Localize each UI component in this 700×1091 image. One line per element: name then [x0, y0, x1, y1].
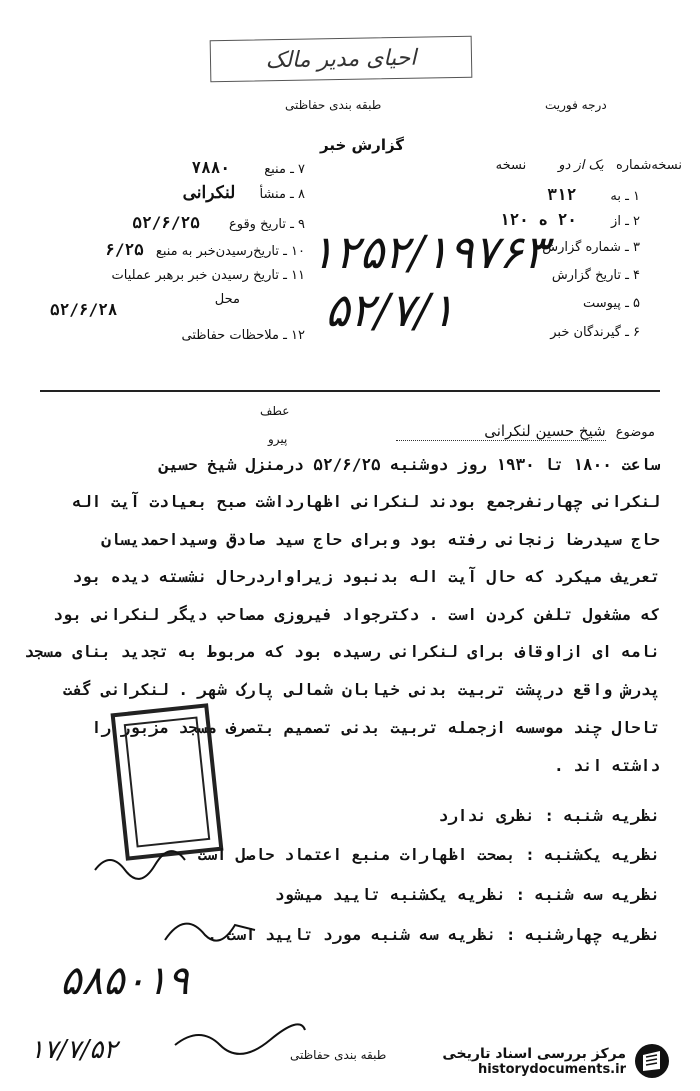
handwritten-reference-number: ۱۲۵۲/۱۹۷۶۳	[310, 225, 548, 279]
field-origin-label: ۸ ـ منشأ	[259, 187, 305, 202]
opinion-saturday: نظریه شنبه : نظری ندارد	[438, 806, 660, 825]
watermark-url: historydocuments.ir	[477, 1061, 626, 1077]
opinion-wednesday: نظریه چهارشنبه : نظریه سه شنبه مورد تایید است .	[207, 925, 660, 944]
header-classification: طبقه بندی حفاظتی	[285, 98, 382, 112]
field-source-received	[105, 240, 305, 259]
opinion-tuesday: نظریه سه شنبه : نظریه یکشنبه تایید میشود	[274, 885, 660, 904]
copy-label: نسخه	[495, 158, 527, 173]
field-occurrence-date-label: ۹ ـ تاریخ وقوع	[228, 217, 305, 232]
body-line-4: تعریف میکرد که حال آیت اله بدنبود زیراواردرحال نشسته دیده بود	[72, 567, 660, 586]
handwritten-reference-date: ۵۲/۷/۱	[325, 283, 455, 337]
field-origin	[183, 183, 305, 203]
copy-number-value: یک از دو	[558, 158, 604, 173]
archive-stamp: احیای مدیر مالک	[210, 36, 473, 83]
archive-logo-icon	[634, 1043, 670, 1079]
footer-classification: طبقه بندی حفاظتی	[290, 1048, 387, 1062]
body-line-2: لنکرانی چهارنفرجمع بودند لنکرانی اظهارداشت صبح بعیادت آیت اله	[72, 492, 660, 511]
field-source-received-value: ۶/۲۵	[105, 240, 144, 259]
watermark-brand: مرکز بررسی اسناد تاریخی	[442, 1045, 626, 1062]
field-occurrence-date-value: ۵۲/۶/۲۵	[132, 213, 200, 232]
footer-signature	[170, 1020, 310, 1060]
footer-date: ۱۷/۷/۵۲	[30, 1035, 118, 1065]
footer-number: ۵۸۵۰۱۹	[60, 958, 189, 1004]
body-line-6: نامه ای ازاوقاف برای لنکرانی رسیده بود که مربوط به تجدید بنای مسجد	[24, 642, 660, 661]
body-line-3: حاج سیدرضا زنجانی رفته بود وبرای حاج سید صادق وسیداحمدیسان	[101, 530, 660, 549]
field-ops-received: ۱۱ ـ تاریخ رسیدن خبر برهبر عملیات	[111, 268, 305, 283]
field-report-date: ۴ ـ تاریخ گزارش	[551, 268, 640, 283]
field-from-value: ۲۰ ه ۱۲۰	[499, 210, 577, 229]
field-source	[192, 158, 305, 177]
field-report-number: ۳ ـ شماره گزارش	[542, 240, 640, 255]
field-to-value: ۳۱۲	[547, 185, 577, 204]
field-place-label: محل	[214, 292, 240, 307]
body-line-8: تاحال چند موسسه ازجمله تربیت بدنی تصمیم بتصرف مسجد مزبور را	[91, 718, 660, 737]
subject-label: موضوع	[615, 425, 655, 440]
priority-label: درجه فوریت	[545, 98, 607, 112]
registry-stamp	[111, 703, 224, 860]
signature-scribble-2	[160, 910, 260, 950]
field-recipients: ۶ ـ گیرندگان خبر	[550, 325, 640, 340]
field-attachment: ۵ ـ پیوست	[583, 296, 640, 311]
copy-number-field	[496, 158, 682, 173]
field-source-value: ۷۸۸۰	[191, 158, 231, 177]
body-line-7: پدرش واقع درپشت تربیت بدنی خیابان شمالی پارک شهر . لنکرانی گفت	[62, 680, 660, 699]
subject-value: شیخ حسین لنکرانی	[396, 422, 606, 441]
subject-line	[396, 422, 655, 441]
field-origin-value: لنکرانی	[182, 183, 236, 203]
copy-number-label: نسخه‌شماره	[615, 158, 682, 173]
body-line-5: که مشغول تلفن کردن است . دکترجواد فیروزی مصاحب دیگر لنکرانی بود	[53, 605, 660, 624]
field-place-value: ۵۲/۶/۲۸	[50, 300, 118, 319]
field-from-label: ۲ ـ از	[611, 214, 640, 229]
field-source-label: ۷ ـ منبع	[264, 162, 305, 177]
field-to	[547, 185, 640, 204]
watermark	[442, 1043, 670, 1079]
body-line-1: ساعت ۱۸۰۰ تا ۱۹۳۰ روز دوشنبه ۵۲/۶/۲۵ درمنزل شیخ حسین	[159, 455, 660, 474]
signature-scribble	[90, 845, 190, 885]
body-line-9: داشته اند .	[554, 756, 660, 775]
page-title: گزارش خبر	[320, 136, 405, 154]
field-occurrence-date	[132, 213, 305, 232]
atf-label: عطف	[260, 404, 290, 418]
peyro-label: پیرو	[268, 432, 288, 446]
field-place	[215, 292, 240, 307]
header-divider	[40, 390, 660, 392]
field-to-label: ۱ ـ به	[610, 189, 640, 204]
opinion-sunday: نظریه یکشنبه : بصحت اظهارات منبع اعتماد حاصل است	[197, 845, 660, 864]
field-security-notes: ۱۲ ـ ملاحظات حفاظتی	[181, 328, 305, 343]
field-source-received-label: ۱۰ ـ تاریخ‌رسیدن‌خبر به منبع	[155, 244, 305, 259]
